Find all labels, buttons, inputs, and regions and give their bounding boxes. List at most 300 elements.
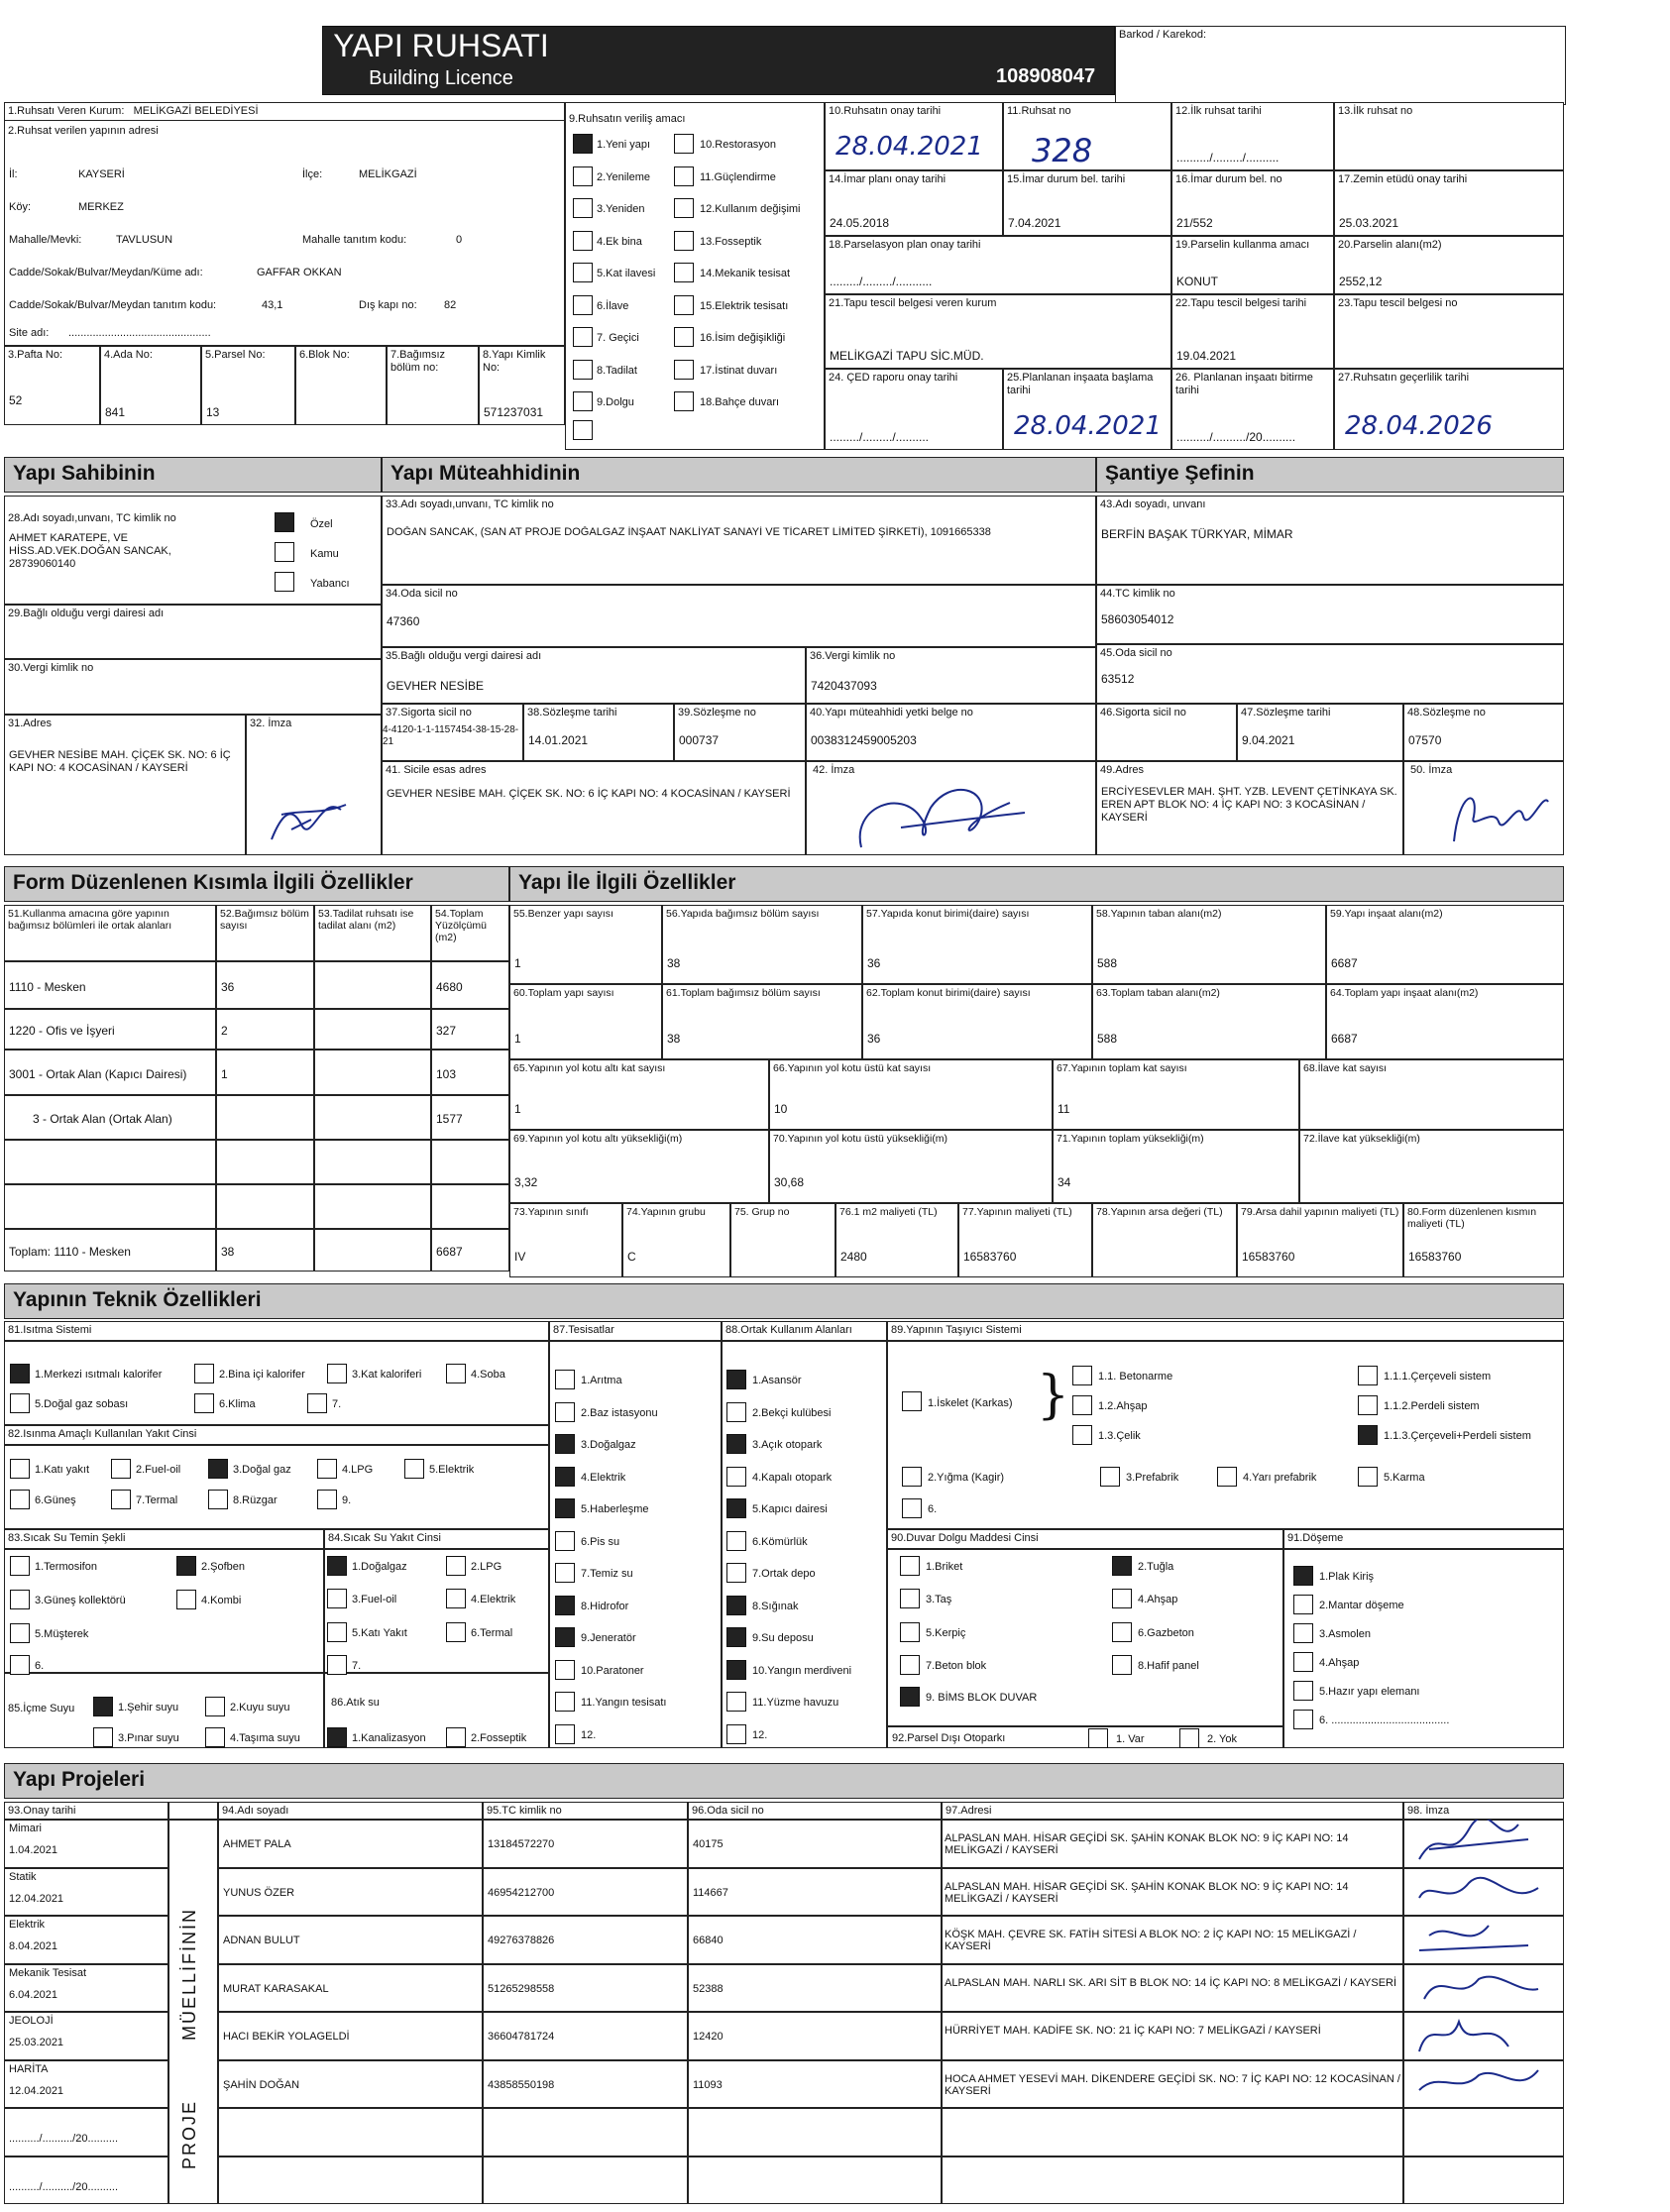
field-label: 12.İlk ruhsat tarihi [1175,105,1262,117]
purpose-checkbox[interactable] [674,231,694,251]
floor-header [1283,1529,1564,1549]
checkbox-label: 1.1. Betonarme [1098,1371,1173,1382]
purpose-checkbox[interactable] [573,295,593,315]
barcode-box: Barkod / Karekod: [1115,26,1566,105]
document-title: YAPI RUHSATI [333,28,549,63]
form-row-cell [431,1184,509,1229]
project-tc: 43858550198 [488,2078,555,2091]
purpose-checkbox[interactable] [573,420,593,440]
form-row-cell [431,1009,509,1050]
field-value: 1 [514,1032,521,1046]
field-value: 6687 [436,1245,463,1259]
project-type: Mimari [9,1823,42,1834]
building-cell-f64 [1326,984,1564,1059]
project-tc: 46954212700 [488,1886,555,1899]
purpose-block: 9.Ruhsatın veriliş amacı [565,102,825,450]
purpose-checkbox[interactable] [573,198,593,218]
project-type-cell [4,2060,168,2109]
purpose-checkbox[interactable] [674,166,694,186]
drinking-water-checkbox[interactable] [93,1727,113,1747]
installation-checkbox[interactable] [555,1498,575,1518]
purpose-checkbox[interactable] [674,360,694,380]
installation-checkbox[interactable] [555,1370,575,1389]
field-label: 96.Oda sicil no [692,1805,764,1817]
project-name-cell [218,2060,483,2109]
project-addr: HÜRRİYET MAH. KADİFE SK. NO: 21 İÇ KAPI NO: 7 MELİKGAZİ / KAYSERİ [945,2025,1321,2037]
common-area-checkbox[interactable] [726,1724,746,1744]
checkbox-label: 6. [35,1660,45,1672]
carrier-checkbox[interactable] [1217,1467,1237,1487]
checkbox-label: 4.Ahşap [1319,1657,1360,1669]
checkbox-label: 2.Fosseptik [471,1732,527,1744]
checkbox-label: 12. [752,1728,768,1741]
purpose-checkbox[interactable] [674,391,694,411]
building-cell-f70 [769,1130,1053,1203]
checkbox-label: 1.Katı yakıt [35,1464,90,1476]
project-date: 6.04.2021 [9,1988,57,2001]
drinking-water-checkbox[interactable] [93,1697,113,1716]
carrier-checkbox[interactable] [1358,1395,1378,1415]
checkbox-label: 3.Fuel-oil [352,1594,397,1605]
project-oda-cell [688,1964,942,2013]
yabanci-checkbox[interactable] [275,572,294,592]
author-side-label: MÜELLİFİNİN [179,1907,199,2042]
field-label: 81.Isıtma Sistemi [8,1324,92,1336]
project-addr: ALPASLAN MAH. NARLI SK. ARI SİT B BLOK NO: 14 İÇ KAPI NO: 8 MELİKGAZİ / KAYSERİ [945,1976,1397,1989]
contractor-contract-no-cell: 39.Sözleşme no 000737 [674,704,806,761]
carrier-checkbox[interactable] [1358,1425,1378,1445]
form-row-cell [431,1140,509,1184]
common-area-checkbox[interactable] [726,1531,746,1551]
fuel-checkbox[interactable] [317,1459,337,1479]
form-row-cell [314,961,431,1009]
waste-water-checkbox[interactable] [327,1727,347,1747]
field-label: 97.Adresi [946,1805,992,1817]
hw-fuel-checkbox[interactable] [446,1589,466,1608]
bagimsiz-cell: 7.Bağımsız bölüm no: [387,346,479,425]
form-row-cell [216,1095,314,1140]
field-value: 19.04.2021 [1176,349,1237,363]
checkbox-label: 5.Karma [1384,1472,1425,1484]
fuel-checkbox[interactable] [404,1459,424,1479]
heating-checkbox[interactable] [446,1364,466,1383]
hw-fuel-checkbox[interactable] [446,1556,466,1576]
field-label: 27.Ruhsatın geçerlilik tarihi [1338,372,1470,384]
field-value: 1577 [436,1112,463,1126]
wall-fill-checkbox[interactable] [1112,1622,1132,1642]
project-name: ADNAN BULUT [223,1935,300,1946]
field-label: 53.Tadilat ruhsatı ise tadilat alanı (m2) [318,908,414,932]
project-name-cell [218,1964,483,2013]
chief-oda-cell: 45.Oda sicil no 63512 [1096,644,1564,704]
checkbox-label: 5.Doğal gaz sobası [35,1398,129,1410]
date-cell-f11 [1003,102,1171,170]
hot-water-checkbox[interactable] [10,1590,30,1609]
hw-fuel-checkbox[interactable] [327,1655,347,1675]
checkbox-label: 11.Güçlendirme [700,170,776,183]
projects-header-h96 [688,1802,942,1820]
floor-checkbox[interactable] [1293,1566,1313,1586]
fuel-body [4,1445,549,1529]
field-value: 3,32 [514,1175,538,1189]
building-cell-f59 [1326,905,1564,984]
hot-water-checkbox[interactable] [10,1623,30,1643]
hot-water-checkbox[interactable] [176,1590,196,1609]
project-tc-cell [483,1964,688,2013]
building-cell-f72 [1299,1130,1564,1203]
building-cell-f75 [730,1203,835,1277]
purpose-checkbox[interactable] [573,166,593,186]
floor-checkbox[interactable] [1293,1681,1313,1701]
parking-checkbox[interactable] [1179,1728,1199,1748]
field-label: 22.Tapu tescil belgesi tarihi [1175,297,1307,309]
heating-checkbox[interactable] [194,1364,214,1383]
field-label: 63.Toplam taban alanı(m2) [1096,987,1220,999]
hot-water-checkbox[interactable] [10,1655,30,1675]
form-row-cell [431,1095,509,1140]
common-area-checkbox[interactable] [726,1498,746,1518]
fuel-checkbox[interactable] [111,1490,131,1509]
checkbox-label: 2.Yığma (Kagir) [928,1472,1005,1484]
date-cell-f23 [1334,294,1564,369]
checkbox-label: 5.Elektrik [429,1464,475,1476]
checkbox-label: 7. [352,1660,362,1672]
chief-section-header: Şantiye Şefinin [1096,457,1564,493]
owner-signature-cell: 32. İmza [246,715,382,855]
checkbox-label: 11.Yangın tesisatı [581,1697,667,1709]
project-name-cell [218,1916,483,1964]
checkbox-label: 16.İsim değişikliği [700,332,786,344]
installation-checkbox[interactable] [555,1660,575,1680]
field-value: 25.03.2021 [1339,216,1399,230]
fuel-checkbox[interactable] [10,1459,30,1479]
project-addr-cell [942,1820,1403,1868]
carrier-checkbox[interactable] [902,1391,922,1411]
purpose-checkbox[interactable] [573,391,593,411]
field-label: 71.Yapının toplam yüksekliği(m) [1057,1133,1204,1145]
field-value: 10 [774,1102,788,1116]
drinking-water-label: 85.İçme Suyu [8,1703,75,1714]
field-label: 84.Sıcak Su Yakıt Cinsi [328,1532,441,1544]
wall-fill-checkbox[interactable] [900,1556,920,1576]
purpose-checkbox[interactable] [573,327,593,347]
project-oda: 40175 [693,1838,724,1850]
checkbox-label: 4.Soba [471,1369,505,1381]
project-tc-cell [483,1868,688,1917]
project-addr: ALPASLAN MAH. HİSAR GEÇİDİ SK. ŞAHİN KONAK BLOK NO: 9 İÇ KAPI NO: 14 MELİKGAZİ / KAYSERİ [945,1880,1349,1905]
field-label: 62.Toplam konut birimi(daire) sayısı [866,987,1031,999]
project-signature-cell [1403,2157,1564,2205]
common-area-checkbox[interactable] [726,1402,746,1422]
project-date: 8.04.2021 [9,1940,57,1952]
checkbox-label: 5.Kat ilavesi [597,268,656,279]
projects-header-h98 [1403,1802,1564,1820]
project-addr-cell [942,1964,1403,2013]
project-tc: 51265298558 [488,1982,555,1995]
form-row-cell [4,1050,216,1095]
checkbox-label: 3.Yeniden [597,203,645,215]
field-label: 73.Yapının sınıfı [513,1206,589,1218]
field-label: 21.Tapu tescil belgesi veren kurum [829,297,997,309]
checkbox-label: 6.Pis su [581,1535,620,1548]
owner-address-cell: 31.Adres GEVHER NESİBE MAH. ÇİÇEK SK. NO: 6 İÇ KAPI NO: 4 KOCASİNAN / KAYSERİ [4,715,246,855]
checkbox-label: 18.Bahçe duvarı [700,396,780,408]
chief-address-cell: 49.Adres ERCİYESEVLER MAH. ŞHT. YZB. LEVENT ÇETİNKAYA SK. EREN APT BLOK NO: 4 İÇ KAPI NO: 3 KOCASİNAN / KAYSERİ [1096,761,1403,855]
installation-checkbox[interactable] [555,1531,575,1551]
common-area-checkbox[interactable] [726,1370,746,1389]
hot-water-checkbox[interactable] [176,1556,196,1576]
field-value: 1 [514,956,521,970]
carrier-checkbox[interactable] [1358,1366,1378,1385]
common-area-checkbox[interactable] [726,1434,746,1454]
hw-fuel-checkbox[interactable] [327,1556,347,1576]
hw-fuel-checkbox[interactable] [327,1622,347,1642]
checkbox-label: 10.Restorasyon [700,139,777,151]
checkbox-label: 7. Geçici [597,332,639,344]
common-area-checkbox[interactable] [726,1596,746,1615]
field-value: 38 [221,1245,235,1259]
wall-fill-checkbox[interactable] [900,1622,920,1642]
building-cell-f60 [509,984,662,1059]
checkbox-label: 7.Ortak depo [752,1568,816,1580]
checkbox-label: 2.Kuyu suyu [230,1702,290,1714]
field-label: 54.Toplam Yüzölçümü (m2) [435,908,487,943]
project-type: Elektrik [9,1919,46,1931]
purpose-checkbox[interactable] [674,134,694,154]
fuel-checkbox[interactable] [111,1459,131,1479]
field-label: 68.İlave kat sayısı [1303,1062,1388,1074]
checkbox-label: 1.Arıtma [581,1375,622,1386]
form-row-cell [4,961,216,1009]
checkbox-label: 6.Gazbeton [1138,1627,1194,1639]
heating-checkbox[interactable] [10,1393,30,1413]
heating-checkbox[interactable] [327,1364,347,1383]
carrier-checkbox[interactable] [1072,1395,1092,1415]
hw-fuel-checkbox[interactable] [446,1622,466,1642]
field-value: ........./........./.......... [830,430,930,444]
carrier-checkbox[interactable] [1072,1366,1092,1385]
fuel-header [4,1425,549,1445]
form-row-cell [216,1050,314,1095]
checkbox-label: 6.İlave [597,299,629,312]
common-area-checkbox[interactable] [726,1692,746,1712]
field-label: 66.Yapının yol kotu üstü kat sayısı [773,1062,932,1074]
waste-water-checkbox[interactable] [446,1727,466,1747]
field-label: 87.Tesisatlar [553,1324,614,1336]
field-label: 18.Parselasyon plan onay tarihi [829,239,981,251]
installation-checkbox[interactable] [555,1402,575,1422]
project-tc-cell [483,2012,688,2060]
project-name-cell [218,2012,483,2060]
checkbox-label: 1.Asansör [752,1375,802,1386]
common-area-checkbox[interactable] [726,1467,746,1487]
fuel-checkbox[interactable] [10,1490,30,1509]
fuel-checkbox[interactable] [208,1490,228,1509]
checkbox-label: 1.Doğalgaz [352,1561,407,1573]
building-cell-f69 [509,1130,769,1203]
project-signature-cell [1403,2108,1564,2157]
project-type: Statik [9,1870,37,1883]
carrier-checkbox[interactable] [902,1498,922,1518]
projects-header-h97 [942,1802,1403,1820]
hw-fuel-checkbox[interactable] [327,1589,347,1608]
owner-name-cell: 28.Adı soyadı,unvanı, TC kimlik no AHMET KARATEPE, VE HİSS.AD.VEK.DOĞAN SANCAK, 28739060140 Özel Kamu Yabancı [4,496,382,605]
field-value: C [627,1250,636,1264]
project-addr-cell [942,1916,1403,1964]
hot-water-checkbox[interactable] [10,1556,30,1576]
checkbox-label: 5.Kapıcı dairesi [752,1503,828,1515]
checkbox-label: 12.Kullanım değişimi [700,203,801,215]
drinking-water-checkbox[interactable] [205,1697,225,1716]
field-label: 61.Toplam bağımsız bölüm sayısı [666,987,821,999]
form-header-h54 [431,905,509,961]
project-addr: KÖŞK MAH. ÇEVRE SK. FATİH SİTESİ A BLOK NO: 2 İÇ KAPI NO: 15 MELİKGAZİ / KAYSERİ [945,1929,1357,1952]
project-type-cell [4,2012,168,2060]
field-value: 2552,12 [1339,275,1383,288]
chief-contract-no-cell: 48.Sözleşme no 07570 [1403,704,1564,761]
checkbox-label: 1.1.3.Çerçeveli+Perdeli sistem [1384,1430,1531,1442]
installation-checkbox[interactable] [555,1434,575,1454]
heating-checkbox[interactable] [10,1364,30,1383]
field-value: 1110 - Mesken [9,980,86,994]
wall-fill-checkbox[interactable] [900,1655,920,1675]
checkbox-label: 6. [928,1503,938,1515]
installation-checkbox[interactable] [555,1467,575,1487]
common-area-checkbox[interactable] [726,1563,746,1583]
field-label: 89.Yapının Taşıyıcı Sistemi [891,1324,1022,1336]
carrier-checkbox[interactable] [1100,1467,1120,1487]
checkbox-label: 3.Açık otopark [752,1439,823,1451]
fuel-checkbox[interactable] [208,1459,228,1479]
contractor-license-cell: 40.Yapı müteahhidi yetki belge no 0038312459005203 [806,704,1096,761]
checkbox-label: 2.Şofben [201,1561,246,1573]
project-oda-cell [688,2108,942,2157]
installation-checkbox[interactable] [555,1627,575,1647]
field-label: 90.Duvar Dolgu Maddesi Cinsi [891,1532,1039,1544]
project-oda-cell [688,2012,942,2060]
floor-checkbox[interactable] [1293,1623,1313,1643]
fuel-checkbox[interactable] [317,1490,337,1509]
author-signature [1409,1916,1558,1963]
checkbox-label: 17.İstinat duvarı [700,364,778,377]
installation-checkbox[interactable] [555,1563,575,1583]
purpose-checkbox[interactable] [573,231,593,251]
form-row-cell [216,1009,314,1050]
field-label: 65.Yapının yol kotu altı kat sayısı [513,1062,666,1074]
field-value: 24.05.2018 [830,216,890,230]
author-signature [1409,2060,1558,2108]
field-label: 20.Parselin alanı(m2) [1338,239,1442,251]
carrier-system-header [887,1321,1564,1341]
checkbox-label: 8.Tadilat [597,364,637,377]
ozel-checkbox[interactable] [275,512,294,532]
checkbox-label: 6.Termal [471,1627,513,1639]
floor-checkbox[interactable] [1293,1710,1313,1729]
checkbox-label: 1.Yeni yapı [597,139,651,151]
field-label: 52.Bağımsız bölüm sayısı [220,908,309,932]
carrier-checkbox[interactable] [1358,1467,1378,1487]
owner-section-header: Yapı Sahibinin [4,457,382,493]
checkbox-label: 5.Hazır yapı elemanı [1319,1686,1420,1698]
carrier-checkbox[interactable] [902,1467,922,1487]
kamu-checkbox[interactable] [275,542,294,562]
purpose-checkbox[interactable] [674,295,694,315]
installations-header [549,1321,722,1341]
checkbox-label: 1.Plak Kiriş [1319,1571,1375,1583]
common-area-checkbox[interactable] [726,1627,746,1647]
checkbox-label: 8.Sığınak [752,1600,799,1612]
checkbox-label: 2.Fuel-oil [136,1464,181,1476]
project-addr-cell [942,2012,1403,2060]
field-value: 16583760 [1242,1250,1295,1264]
purpose-checkbox[interactable] [573,360,593,380]
field-label: 23.Tapu tescil belgesi no [1338,297,1458,309]
field-label: 78.Yapının arsa değeri (TL) [1096,1206,1223,1218]
wall-fill-checkbox[interactable] [1112,1589,1132,1608]
purpose-checkbox[interactable] [573,263,593,282]
form-row-cell [216,1229,314,1272]
pafta-cell: 3.Pafta No: 52 [4,346,100,425]
floor-checkbox[interactable] [1293,1652,1313,1672]
common-area-checkbox[interactable] [726,1660,746,1680]
chief-tc-cell: 44.TC kimlik no 58603054012 [1096,585,1564,644]
installation-checkbox[interactable] [555,1724,575,1744]
tech-section-header: Yapının Teknik Özellikleri [4,1283,1564,1319]
checkbox-label: 6.Klima [219,1398,256,1410]
installation-checkbox[interactable] [555,1596,575,1615]
floor-checkbox[interactable] [1293,1595,1313,1614]
project-tc-cell [483,1916,688,1964]
building-cell-f67 [1053,1059,1299,1130]
date-cell-f16 [1171,170,1334,236]
field-label: 19.Parselin kullanma amacı [1175,239,1310,251]
wall-fill-checkbox[interactable] [900,1687,920,1707]
checkbox-label: 3.Doğal gaz [233,1464,291,1476]
purpose-checkbox[interactable] [674,198,694,218]
parking-checkbox[interactable] [1088,1728,1108,1748]
project-date: 12.04.2021 [9,1892,64,1905]
building-cell-f77 [958,1203,1092,1277]
drinking-water-checkbox[interactable] [205,1727,225,1747]
date-cell-f14 [825,170,1003,236]
field-label: 51.Kullanma amacına göre yapının bağımsız bölümleri ile ortak alanları [8,908,172,932]
wall-fill-checkbox[interactable] [1112,1556,1132,1576]
form-header-h52 [216,905,314,961]
purpose-checkbox[interactable] [674,327,694,347]
project-oda: 66840 [693,1935,724,1946]
checkbox-label: 5.Haberleşme [581,1503,649,1515]
field-value: 11 [1058,1102,1070,1116]
project-tc-cell [483,2157,688,2205]
wall-fill-checkbox[interactable] [900,1589,920,1608]
field-value: Toplam: 1110 - Mesken [9,1245,131,1259]
installation-checkbox[interactable] [555,1692,575,1712]
date-cell-f17 [1334,170,1564,236]
wall-fill-checkbox[interactable] [1112,1655,1132,1675]
checkbox-label: 3.Taş [926,1594,952,1605]
heating-checkbox[interactable] [194,1393,214,1413]
project-name-cell [218,2108,483,2157]
checkbox-label: 3.Pınar suyu [118,1732,179,1744]
project-date: 1.04.2021 [9,1844,57,1856]
heating-checkbox[interactable] [307,1393,327,1413]
purpose-checkbox[interactable] [674,263,694,282]
carrier-checkbox[interactable] [1072,1425,1092,1445]
purpose-checkbox[interactable] [573,134,593,154]
contractor-name-cell: 33.Adı soyadı,unvanı, TC kimlik no DOĞAN SANCAK, (SAN AT PROJE DOĞALGAZ İNŞAAT NAKLİYAT SANAYİ VE TİCARET LİMİTED ŞİRKETİ), 1091665338 [382,496,1096,585]
contractor-oda-cell: 34.Oda sicil no 47360 [382,585,1096,647]
checkbox-label: 13.Fosseptik [700,235,762,248]
